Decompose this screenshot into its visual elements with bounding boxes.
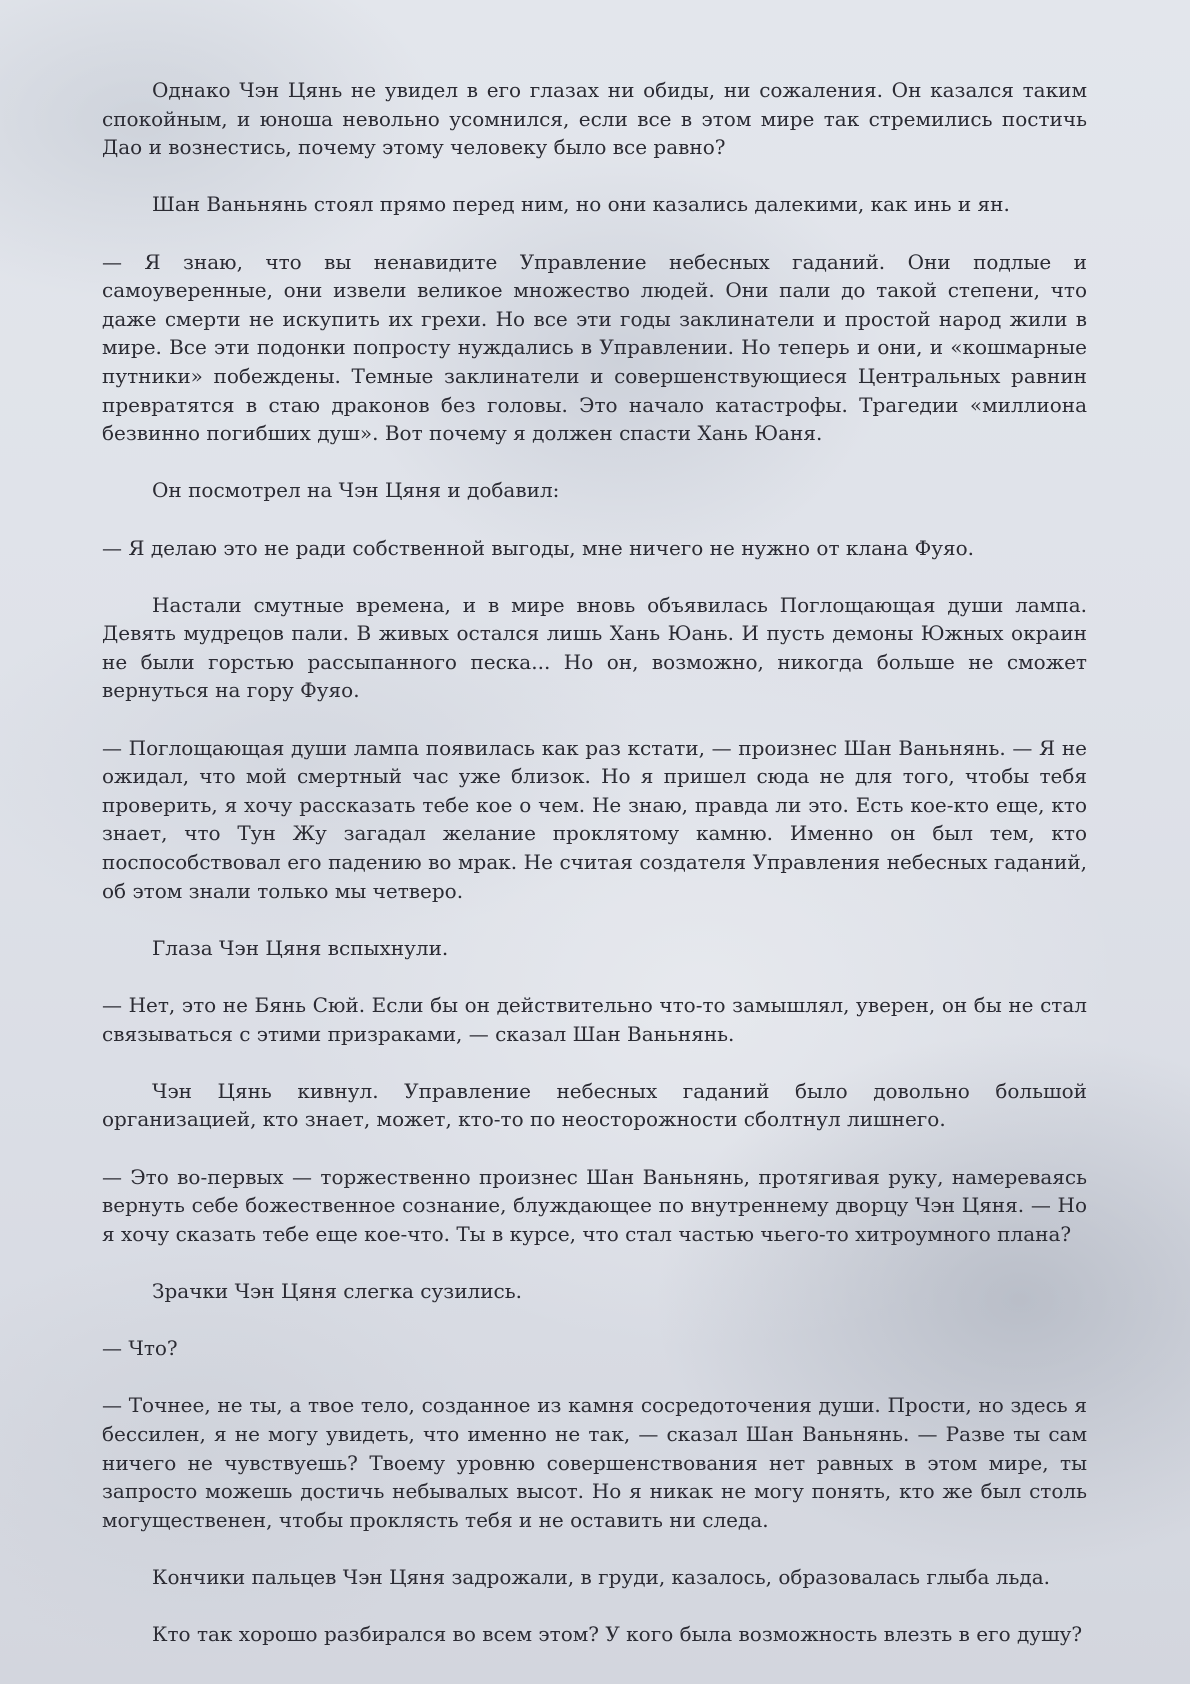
document-body xyxy=(102,76,1087,1649)
paragraph-narration: Он посмотрел на Чэн Цяня и добавил: xyxy=(152,478,560,503)
paragraph-dialogue: — Что? xyxy=(102,1336,178,1361)
paragraph-dialogue: — Я делаю это не ради собственной выгоды, мне ничего не нужно от клана Фуяо. xyxy=(102,535,975,560)
paragraph-narration: Зрачки Чэн Цяня слегка сузились. xyxy=(152,1278,522,1303)
paragraph-dialogue: — Поглощающая души лампа появилась как раз кстати, — произнес Шан Ваньнянь. — Я не ожидал, что мой смертный час уже близок. Но я пришел сюда не для того, чтобы тебя проверить, я хочу рассказать тебе кое о чем. Не знаю, правда ли это. Есть кое-кто еще, кто знает, что Тун Жу загадал желание проклятому камню. Именно он был тем, кто поспособствовал его падению во мрак. Не считая создателя Управления небесных гаданий, об этом знали только мы четверо. xyxy=(102,735,1087,903)
paragraph-narration: Кто так хорошо разбирался во всем этом? У кого была возможность влезть в его душу? xyxy=(152,1622,1083,1647)
paragraph-dialogue: — Это во-первых — торжественно произнес Шан Ваньнянь, протягивая руку, намереваясь вернуть себе божественное сознание, блуждающее по внутреннему дворцу Чэн Цяня. — Но я хочу сказать тебе еще кое-что. Ты в курсе, что стал частью чьего-то хитроумного плана? xyxy=(102,1164,1087,1246)
paragraph-narration: Чэн Цянь кивнул. Управление небесных гаданий было довольно большой организацией, кто знает, может, кто-то по неосторожности сболтнул лишнего. xyxy=(102,1078,1087,1132)
paragraph-narration: Шан Ваньнянь стоял прямо перед ним, но они казались далекими, как инь и ян. xyxy=(152,192,1010,217)
paragraph-narration: Настали смутные времена, и в мире вновь объявилась Поглощающая души лампа. Девять мудрецов пали. В живых остался лишь Хань Юань. И пусть демоны Южных окраин не были горстью рассыпанного песка... Но он, возможно, никогда больше не сможет вернуться на гору Фуяо. xyxy=(102,592,1087,703)
paragraph-narration: Кончики пальцев Чэн Цяня задрожали, в груди, казалось, образовалась глыба льда. xyxy=(152,1564,1050,1589)
paragraph-dialogue: — Точнее, не ты, а твое тело, созданное из камня сосредоточения души. Прости, но здесь я бессилен, я не могу увидеть, что именно не так, — сказал Шан Ваньнянь. — Разве ты сам ничего не чувствуешь? Твоему уровню совершенствования нет равных в этом мире, ты запросто можешь достичь небывалых высот. Но я никак не могу понять, кто же был столь могущественен, чтобы проклясть тебя и не оставить ни следа. xyxy=(102,1393,1087,1532)
paragraph-narration: Однако Чэн Цянь не увидел в его глазах ни обиды, ни сожаления. Он казался таким спокойным, и юноша невольно усомнился, если все в этом мире так стремились постичь Дао и вознестись, почему этому человеку было все равно? xyxy=(102,78,1087,160)
paragraph-narration: Глаза Чэн Цяня вспыхнули. xyxy=(152,935,449,960)
paragraph-dialogue: — Нет, это не Бянь Сюй. Если бы он действительно что-то замышлял, уверен, он бы не стал связываться с этими призраками, — сказал Шан Ваньнянь. xyxy=(102,993,1087,1046)
paragraph-dialogue: — Я знаю, что вы ненавидите Управление небесных гаданий. Они подлые и самоуверенные, они извели великое множество людей. Они пали до такой степени, что даже смерти не искупить их грехи. Но все эти годы заклинатели и простой народ жили в мире. Все эти подонки попросту нуждались в Управлении. Но теперь и они, и «кошмарные путники» побеждены. Темные заклинатели и совершенствующиеся Центральных равнин превратятся в стаю драконов без головы. Это начало катастрофы. Трагедии «миллиона безвинно погибших душ». Вот почему я должен спасти Хань Юаня. xyxy=(102,249,1087,446)
